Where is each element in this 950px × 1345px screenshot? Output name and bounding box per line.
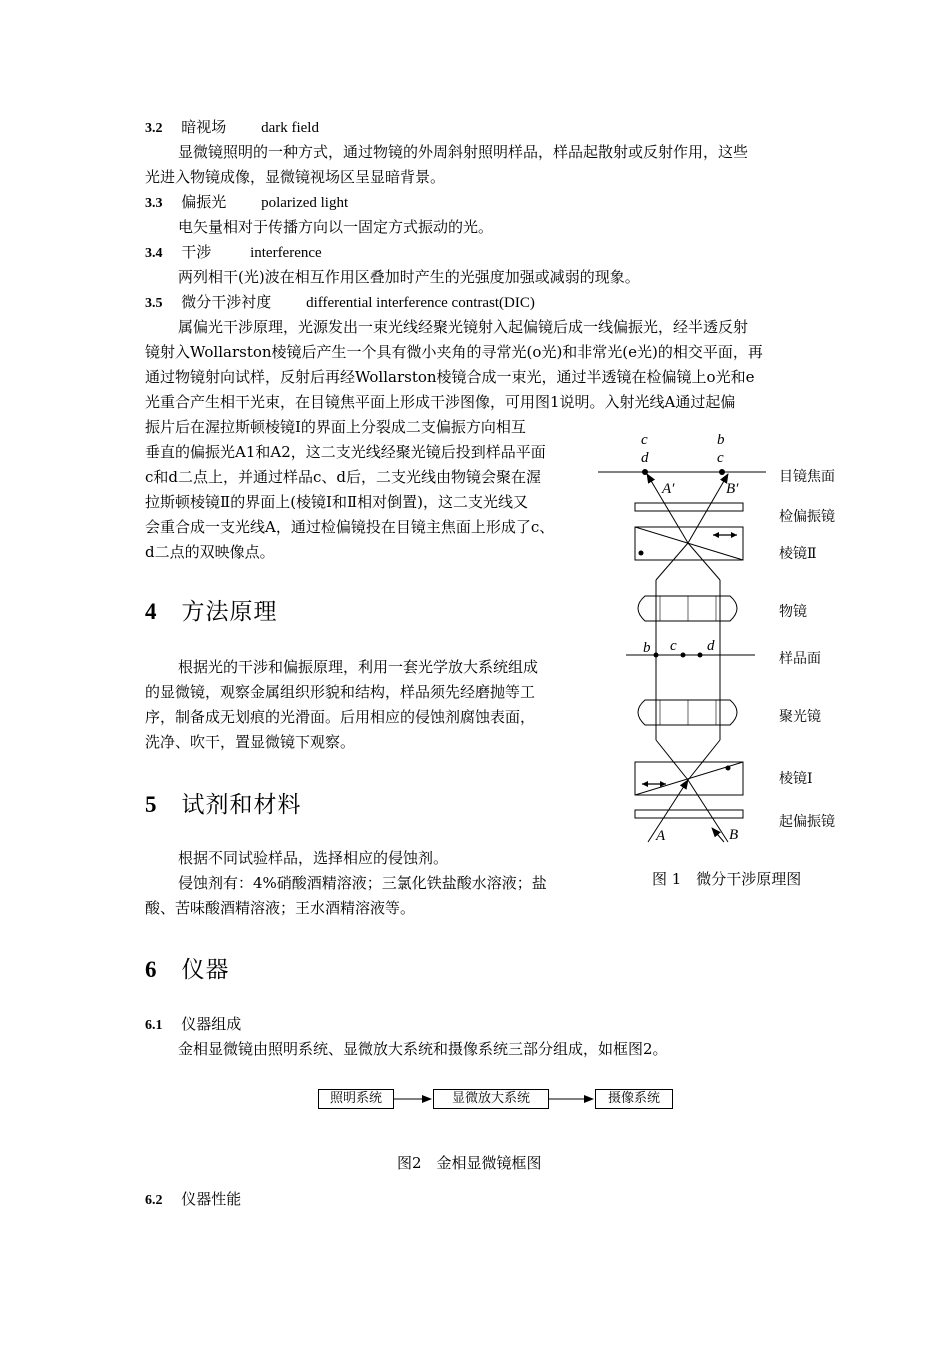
paragraph-line: 垂直的偏振光A1和A2，这二支光线经聚光镜后投到样品平面 — [145, 443, 546, 461]
label-polarizer: 起偏振镜 — [779, 814, 835, 830]
label-d-mid: d — [707, 638, 715, 654]
block-illumination-system: 照明系统 — [318, 1089, 394, 1109]
paragraph-line: c和d二点上，并通过样品c、d后，二支光线由物镜会聚在渥 — [145, 468, 542, 486]
paragraph-line: 侵蚀剂有：4%硝酸酒精溶液；三氯化铁盐酸水溶液；盐 — [178, 874, 547, 892]
image-point-bc — [719, 469, 725, 475]
paragraph-line: 电矢量相对于传播方向以一固定方式振动的光。 — [178, 218, 494, 236]
paragraph-line: 两列相干(光)波在相互作用区叠加时产生的光强度加强或减弱的现象。 — [178, 268, 640, 286]
paragraph-line: 会重合成一支光线A，通过检偏镜投在目镜主焦面上形成了c、 — [145, 518, 555, 536]
label-c-top-2: c — [717, 450, 724, 466]
label-objective: 物镜 — [779, 604, 807, 620]
ray-B-in — [688, 780, 728, 842]
subsection-6-2-heading: 6.2 仪器性能 — [145, 1190, 242, 1208]
label-analyzer: 检偏振镜 — [779, 509, 835, 525]
label-B-prime: B′ — [726, 481, 739, 497]
label-sample-plane: 样品面 — [779, 651, 821, 667]
paragraph-line: 根据不同试验样品，选择相应的侵蚀剂。 — [178, 849, 449, 867]
paragraph-line: 的显微镜，观察金属组织形貌和结构，样品须先经磨抛等工 — [145, 683, 536, 701]
label-c-mid: c — [670, 638, 677, 654]
term-3-3-heading: 3.3 偏振光 polarized light — [145, 193, 349, 211]
paragraph-line: 酸、苦味酸酒精溶液；王水酒精溶液等。 — [145, 899, 416, 917]
paragraph-line: 洗净、吹干，置显微镜下观察。 — [145, 733, 356, 751]
paragraph-line: 光重合产生相干光束，在目镜焦平面上形成干涉图像，可用图1说明。入射光线A通过起偏 — [145, 393, 736, 411]
condenser-lens — [638, 700, 737, 725]
paragraph-line: 显微镜照明的一种方式，通过物镜的外周斜射照明样品，样品起散射或反射作用，这些 — [178, 143, 749, 161]
paragraph-line: 镜射入Wollarston棱镜后产生一个具有微小夹角的寻常光(o光)和非常光(e光)的相交平面，再 — [145, 343, 763, 361]
label-prism-2: 棱镜Ⅱ — [779, 546, 817, 562]
label-d-top: d — [641, 450, 649, 466]
paragraph-line: 根据光的干涉和偏振原理，利用一套光学放大系统组成 — [178, 658, 539, 676]
section-6-heading: 6 仪器 — [145, 957, 230, 983]
paragraph-line: 属偏光干涉原理，光源发出一束光线经聚光镜射入起偏镜后成一线偏振光，经半透反射 — [178, 318, 749, 336]
section-5-heading: 5 试剂和材料 — [145, 792, 302, 818]
block-camera-system: 摄像系统 — [595, 1089, 673, 1109]
paragraph-line: 振片后在渥拉斯顿棱镜Ⅰ的界面上分裂成二支偏振方向相互 — [145, 418, 526, 436]
label-A-prime: A′ — [662, 481, 675, 497]
label-B: B — [729, 827, 739, 843]
figure2-caption: 图2 金相显微镜框图 — [397, 1154, 542, 1172]
paragraph-line: 光进入物镜成像，显微镜视场区呈显暗背景。 — [145, 168, 446, 186]
polarizer-plate — [635, 810, 743, 818]
block-magnification-system: 显微放大系统 — [433, 1089, 549, 1109]
term-3-5-heading: 3.5 微分干涉衬度 differential interference contrast(DIC) — [145, 293, 535, 311]
section-4-heading: 4 方法原理 — [145, 599, 278, 625]
paragraph-line: 金相显微镜由照明系统、显微放大系统和摄像系统三部分组成，如框图2。 — [178, 1040, 668, 1058]
label-b-top: b — [717, 432, 725, 448]
objective-lens — [638, 596, 737, 621]
label-condenser: 聚光镜 — [779, 709, 821, 725]
label-c-top: c — [641, 432, 648, 448]
subsection-6-1-heading: 6.1 仪器组成 — [145, 1015, 242, 1033]
label-b-mid: b — [643, 640, 651, 656]
label-prism-1: 棱镜Ⅰ — [779, 771, 813, 787]
figure1-caption: 图 1 微分干涉原理图 — [652, 870, 802, 888]
paragraph-line: d二点的双映像点。 — [145, 543, 275, 561]
analyzer-plate — [635, 503, 743, 511]
term-3-4-heading: 3.4 干涉 interference — [145, 243, 322, 261]
term-3-2-heading: 3.2 暗视场 dark field — [145, 118, 319, 136]
paragraph-line: 序，制备成无划痕的光滑面。后用相应的侵蚀剂腐蚀表面， — [145, 708, 536, 726]
ray-B-out — [688, 474, 728, 543]
paragraph-line: 拉斯顿棱镜Ⅱ的界面上(棱镜Ⅰ和Ⅱ相对倒置)，这二支光线又 — [145, 493, 529, 511]
paragraph-line: 通过物镜射向试样，反射后再经Wollarston棱镜合成一束光，通过半透镜在检偏镜上o光和e — [145, 368, 755, 386]
label-eyepiece-focal-plane: 目镜焦面 — [779, 469, 835, 485]
label-A: A — [656, 828, 666, 844]
